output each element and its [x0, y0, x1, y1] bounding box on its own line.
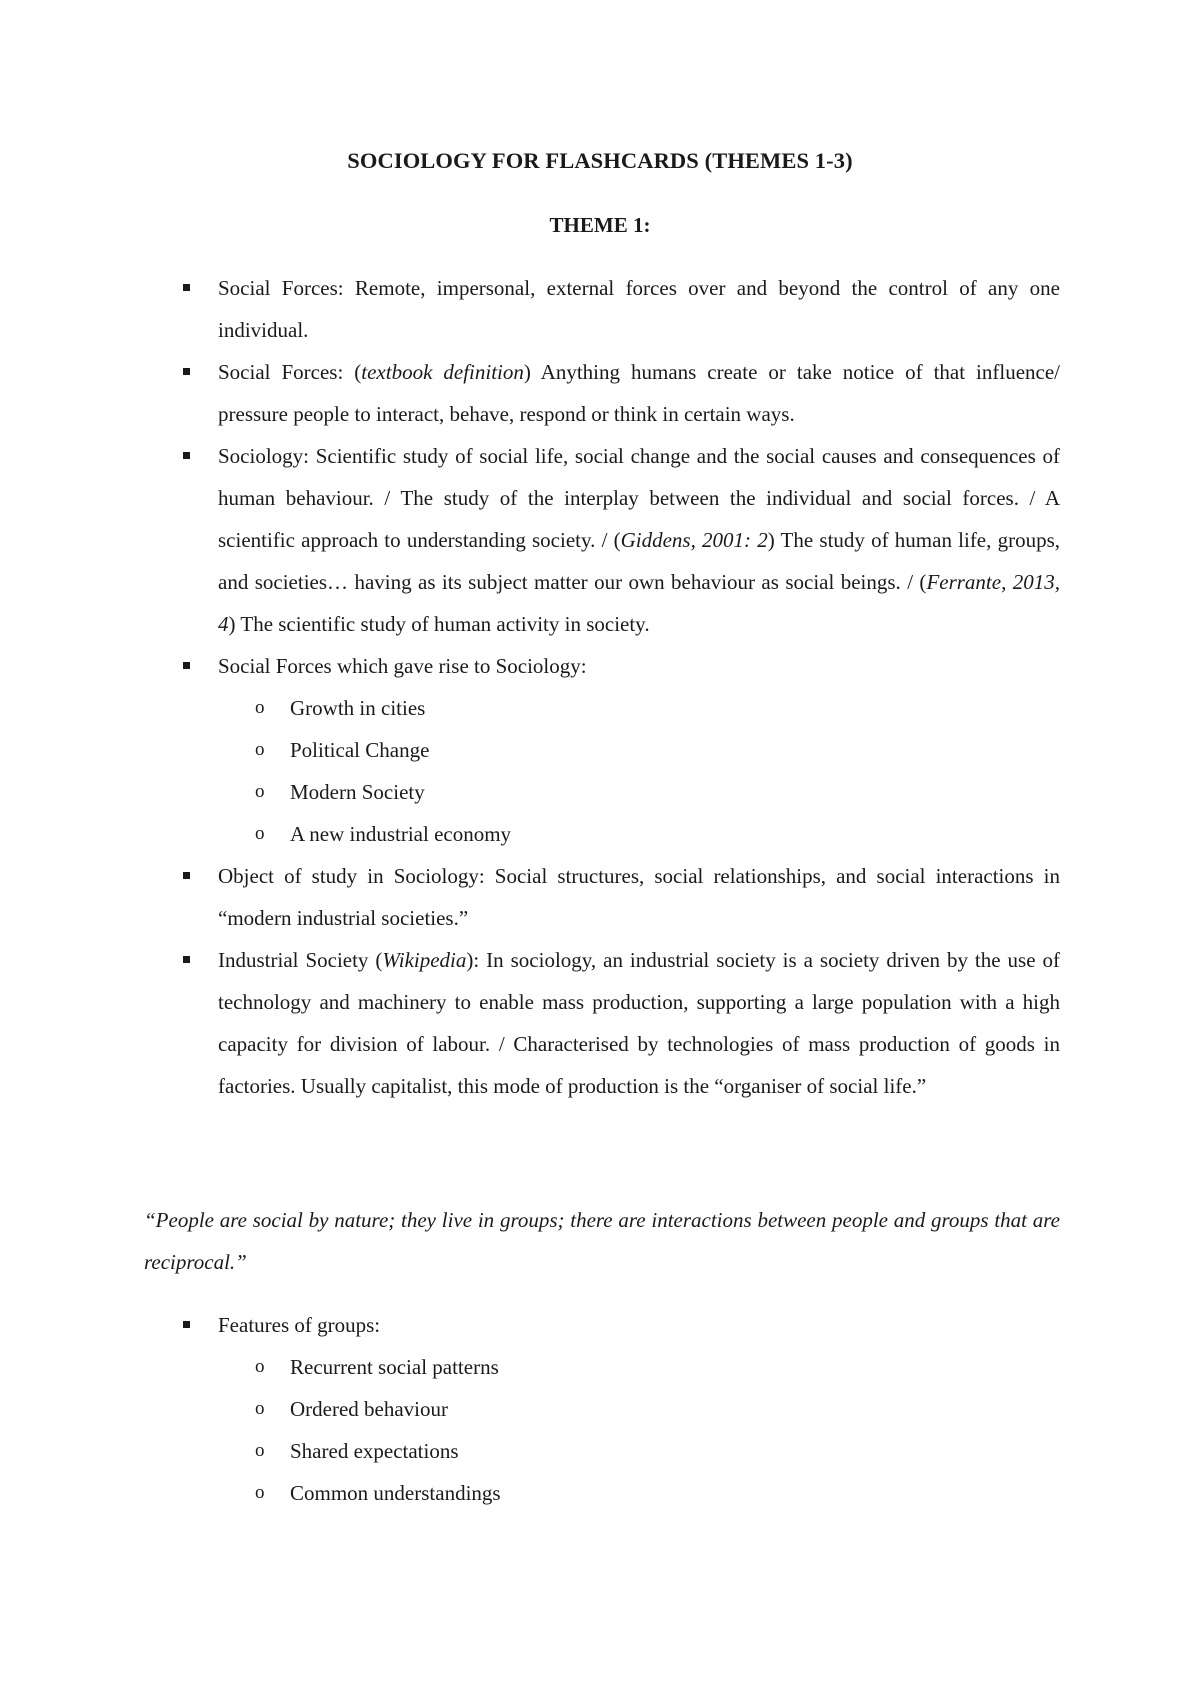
subitem-text: Recurrent social patterns: [290, 1355, 499, 1379]
subitem-text: Modern Society: [290, 780, 425, 804]
subitem-text: Shared expectations: [290, 1439, 459, 1463]
item-text: Sociology: Scientific study of social life, social change and the social causes and consequences of human behaviour. / The study of the interplay between the individual and social forces. / A scientific approach to understanding society. / (: [218, 444, 1060, 552]
sublist-item: [218, 1430, 1060, 1472]
sublist-item: [218, 1388, 1060, 1430]
list-item-sociology-definition: [0, 435, 1060, 645]
circle-bullet-icon: o: [255, 1482, 265, 1503]
circle-bullet-icon: o: [255, 697, 265, 718]
sublist-item: [218, 1472, 1060, 1514]
circle-bullet-icon: o: [255, 1440, 265, 1461]
circle-bullet-icon: o: [255, 1398, 265, 1419]
square-bullet-icon: [183, 1321, 190, 1328]
square-bullet-icon: [183, 956, 190, 963]
document-title: SOCIOLOGY FOR FLASHCARDS (THEMES 1-3): [347, 148, 853, 173]
item-text: Social Forces: (: [218, 360, 362, 384]
list-item-social-forces-textbook: [0, 351, 1060, 435]
theme-1-list: [0, 267, 1200, 1107]
square-bullet-icon: [183, 662, 190, 669]
list-item-features-of-groups: [0, 1304, 1060, 1514]
item-text: Object of study in Sociology: Social structures, social relationships, and social interactions in “modern industrial societies.”: [218, 864, 1060, 930]
groups-list: [0, 1304, 1200, 1514]
citation: Giddens, 2001: 2: [620, 528, 768, 552]
sublist-item: [218, 687, 1060, 729]
item-text: ) The scientific study of human activity in society.: [228, 612, 650, 636]
subitem-text: A new industrial economy: [290, 822, 512, 846]
list-item-industrial-society: [0, 939, 1060, 1107]
subitem-text: Ordered behaviour: [290, 1397, 449, 1421]
circle-bullet-icon: o: [255, 823, 265, 844]
sublist-item: [218, 729, 1060, 771]
circle-bullet-icon: o: [255, 1356, 265, 1377]
subitem-text: Political Change: [290, 738, 430, 762]
item-text: Social Forces: Remote, impersonal, external forces over and beyond the control of any one individual.: [218, 276, 1060, 342]
sublist: [218, 1346, 1060, 1514]
list-item-object-of-study: [0, 855, 1060, 939]
list-item-forces-rise-sociology: [0, 645, 1060, 855]
theme-heading: THEME 1:: [549, 213, 651, 237]
item-text: Social Forces which gave rise to Sociology:: [218, 654, 587, 678]
circle-bullet-icon: o: [255, 739, 265, 760]
list-item-social-forces: [0, 267, 1060, 351]
item-text: ) The study of human life, groups, and societies… having as its subject matter our own behaviour as social beings. / (: [218, 528, 1060, 594]
item-text: ): In sociology, an industrial society is a society driven by the use of technology and machinery to enable mass production, supporting a large population with a high capacity for division of labour. / Characterised by technologies of mass production of goods in factories. Usually capitalist, this mode of production is the “organiser of social life.”: [218, 948, 1061, 1098]
quote: “People are social by nature; they live in groups; there are interactions between people and groups that are reciprocal.”: [144, 1208, 1060, 1274]
square-bullet-icon: [183, 452, 190, 459]
item-text: Features of groups:: [218, 1313, 381, 1337]
citation: Ferrante, 2013, 4: [218, 570, 1060, 636]
sublist-item: [218, 813, 1060, 855]
circle-bullet-icon: o: [255, 781, 265, 802]
subitem-text: Growth in cities: [290, 696, 426, 720]
sublist-item: [218, 771, 1060, 813]
sublist-item: [218, 1346, 1060, 1388]
square-bullet-icon: [183, 368, 190, 375]
item-text: Industrial Society (: [218, 948, 383, 972]
square-bullet-icon: [183, 872, 190, 879]
item-text: ) Anything humans create or take notice of that influence/ pressure people to interact, behave, respond or think in certain ways.: [218, 360, 1060, 426]
subitem-text: Common understandings: [290, 1481, 501, 1505]
citation: textbook definition: [361, 360, 524, 384]
citation: Wikipedia: [382, 948, 467, 972]
square-bullet-icon: [183, 284, 190, 291]
sublist: [218, 687, 1060, 855]
